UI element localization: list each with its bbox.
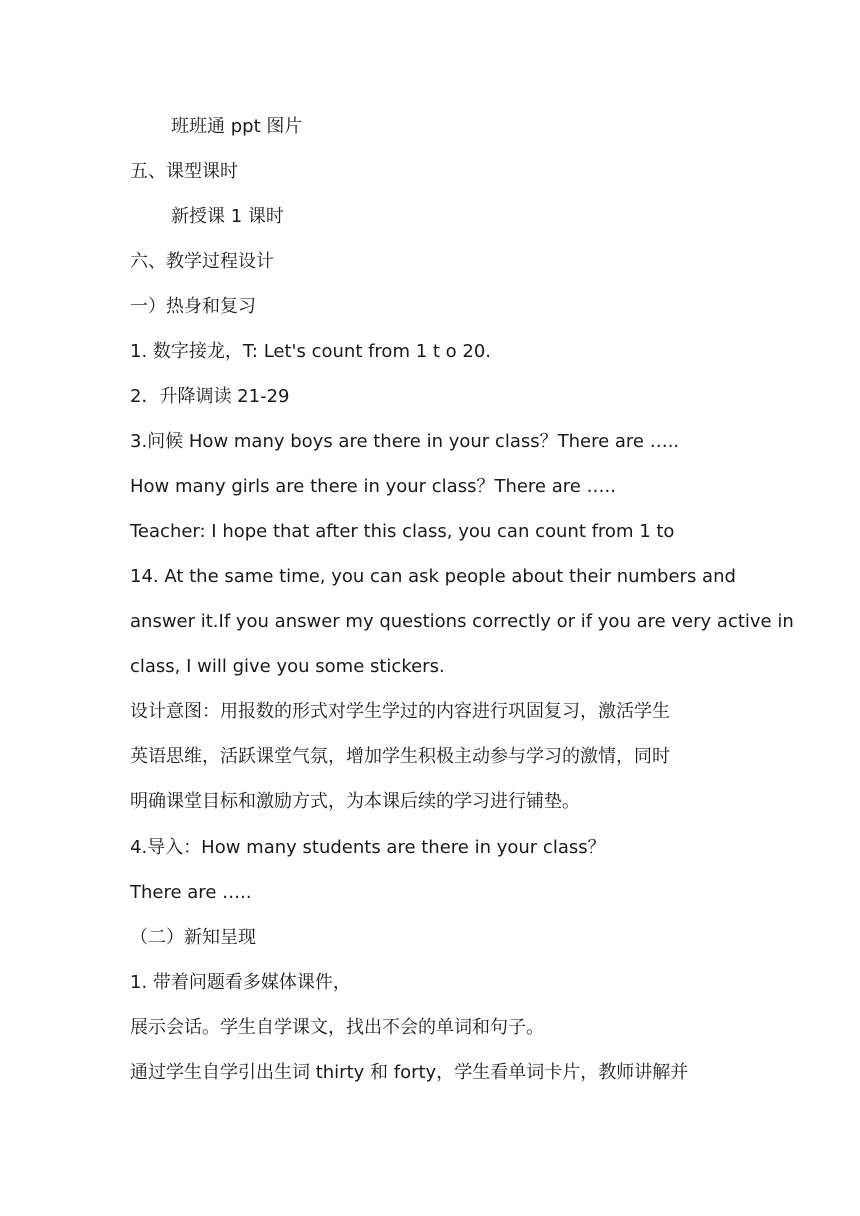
- text-line-design-intent-2: 英语思维，活跃课堂气氛，增加学生积极主动参与学习的激情，同时: [130, 746, 670, 767]
- text-line-warmup-4: How many girls are there in your class？There are …..: [130, 476, 616, 497]
- text-line-intro-1: 4.导入：How many students are there in your class？: [130, 837, 606, 858]
- text-line-warmup-1: 1. 数字接龙，T: Let's count from 1 t o 20.: [130, 341, 492, 362]
- text-line-new-2: 展示会话。学生自学课文，找出不会的单词和句子。: [130, 1017, 544, 1038]
- text-line-design-intent-1: 设计意图：用报数的形式对学生学过的内容进行巩固复习，激活学生: [130, 701, 670, 722]
- text-line-intro-2: There are …..: [130, 882, 252, 903]
- text-line-warmup-2: 2．升降调读 21-29: [130, 386, 290, 407]
- text-line-new-3: 通过学生自学引出生词 thirty 和 forty，学生看单词卡片，教师讲解并: [130, 1062, 689, 1083]
- heading-warmup: 一）热身和复习: [130, 296, 256, 317]
- heading-teaching-process: 六、教学过程设计: [130, 251, 274, 272]
- text-line-teacher-2: 14. At the same time, you can ask people about their numbers and: [130, 566, 736, 587]
- heading-new-knowledge: （二）新知呈现: [130, 927, 256, 948]
- text-line-teacher-1: Teacher: I hope that after this class, you can count from 1 to: [130, 521, 675, 542]
- text-line-warmup-3: 3.问候 How many boys are there in your class？There are …..: [130, 431, 680, 452]
- text-line-lesson-type: 新授课 1 课时: [171, 206, 284, 227]
- text-line-teacher-4: class, I will give you some stickers.: [130, 656, 445, 677]
- text-line-new-1: 1. 带着问题看多媒体课件，: [130, 972, 351, 993]
- text-line-materials: 班班通 ppt 图片: [171, 116, 303, 137]
- heading-lesson-type: 五、课型课时: [130, 161, 238, 182]
- text-line-design-intent-3: 明确课堂目标和激励方式，为本课后续的学习进行铺垫。: [130, 791, 580, 812]
- text-line-teacher-3: answer it.If you answer my questions correctly or if you are very active in: [130, 611, 794, 632]
